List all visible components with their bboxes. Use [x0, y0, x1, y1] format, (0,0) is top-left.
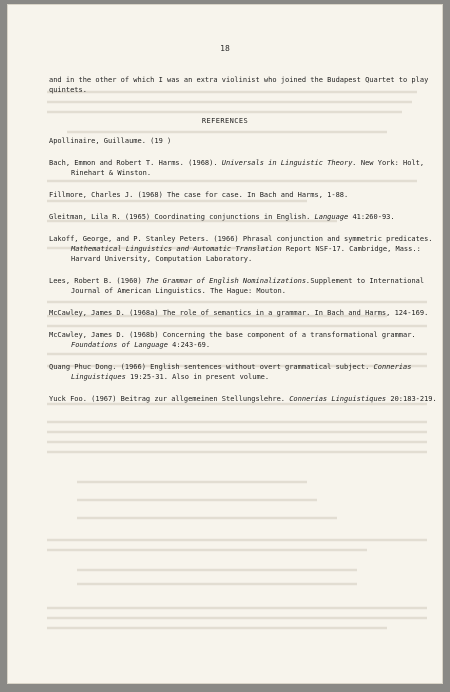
reference-text: New York: Holt, Rinehart & Winston.	[71, 159, 425, 177]
reference-title: Mathematical Linguistics and Automatic Translation	[71, 245, 282, 253]
reference-text: Supplement to International Journal of American Linguistics. The Hague: Mouton.	[71, 277, 425, 295]
reference-text: 4:243-69.	[167, 341, 211, 349]
reference-text: 19:25-31. Also in present volume.	[125, 373, 270, 381]
reference-entry	[49, 362, 441, 382]
reference-title: Language	[314, 213, 349, 221]
reference-text: McCawley, James D. (1968a) The role of semantics in a grammar. In Bach and Harms, 124-169.	[49, 309, 429, 317]
reference-text: Apollinaire, Guillaume. (19 )	[49, 137, 172, 145]
references-list	[49, 136, 441, 416]
page-number: 18	[220, 44, 230, 53]
references-heading: REFERENCES	[201, 117, 249, 125]
reference-entry	[49, 308, 441, 318]
reference-entry	[49, 276, 441, 296]
reference-entry	[49, 136, 441, 146]
reference-text: 20:183-219.	[386, 395, 437, 403]
reference-text: Gleitman, Lila R. (1965) Coordinating conjunctions in English.	[49, 213, 315, 221]
reference-text: Report NSF-17. Cambridge, Mass.: Harvard University, Computation Laboratory.	[71, 245, 421, 263]
reference-entry	[49, 394, 441, 404]
reference-text: 41:260-93.	[348, 213, 395, 221]
reference-entry	[49, 330, 441, 350]
reference-title: Connerias Linguistiques	[289, 395, 387, 403]
reference-entry	[49, 234, 441, 264]
reference-title: The Grammar of English Nominalizations.	[145, 277, 311, 285]
reference-entry	[49, 190, 441, 200]
reference-text: Lees, Robert B. (1960)	[49, 277, 146, 285]
reference-entry	[49, 158, 441, 178]
reference-text: Bach, Emmon and Robert T. Harms. (1968).	[49, 159, 222, 167]
reference-entry	[49, 212, 441, 222]
reference-text: Fillmore, Charles J. (1968) The case for case. In Bach and Harms, 1-88.	[49, 191, 349, 199]
reference-text: Yuck Foo. (1967) Beitrag zur allgemeinen Stellungslehre.	[49, 395, 290, 403]
reference-title: Universals in Linguistic Theory.	[221, 159, 357, 167]
intro-paragraph: and in the other of which I was an extra violinist who joined the Budapest Quartet to play quintets.	[49, 76, 429, 94]
reference-title: Foundations of Language	[71, 341, 168, 349]
document-page	[7, 4, 443, 684]
reference-text: Lakoff, George, and P. Stanley Peters. (1966) Phrasal conjunction and symmetric predicates.	[49, 235, 433, 243]
reference-title: Connerias Linguistiques	[71, 363, 412, 381]
reference-text: McCawley, James D. (1968b) Concerning the base component of a transformational grammar.	[49, 331, 416, 339]
reference-text: Quang Phuc Dong. (1966) English sentences without overt grammatical subject.	[49, 363, 374, 371]
